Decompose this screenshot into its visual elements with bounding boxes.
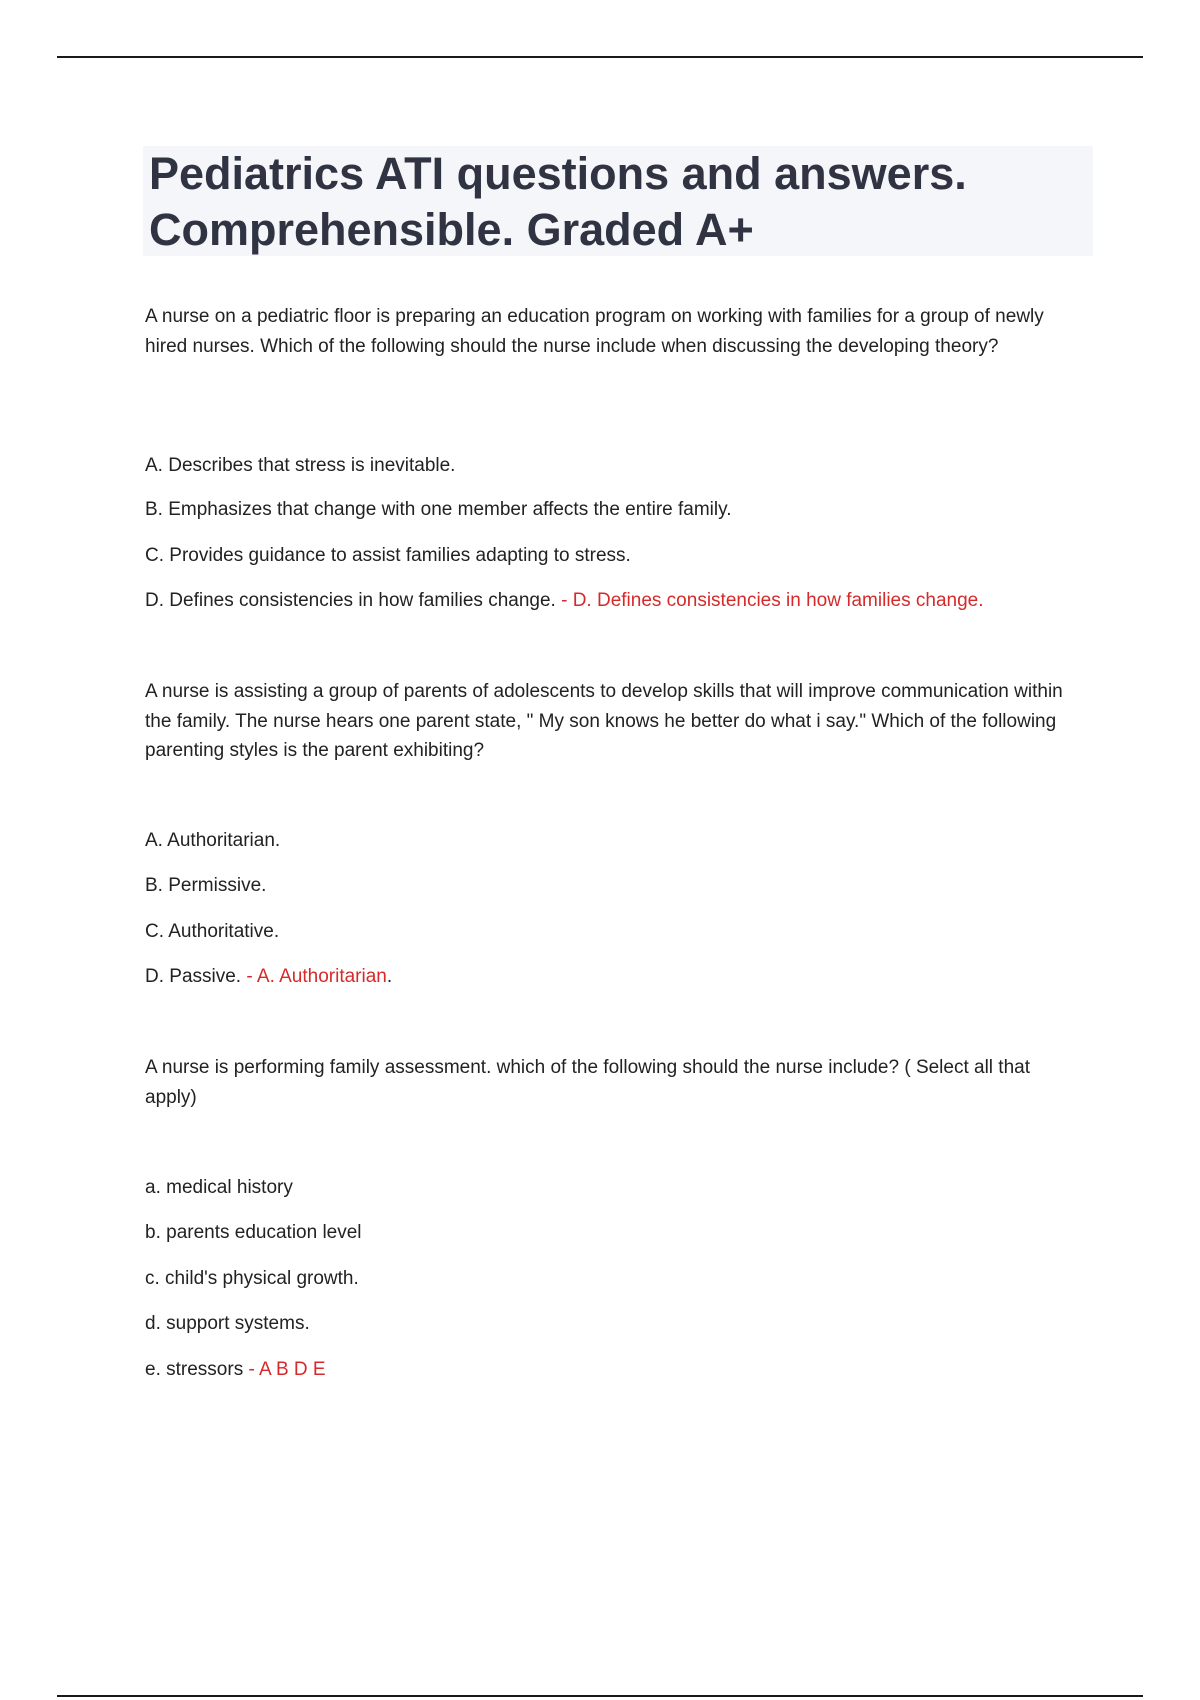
question-3-option-a: a. medical history xyxy=(145,1177,293,1198)
question-2-answer: - A. Authoritarian xyxy=(246,966,387,987)
question-2-option-d: D. Passive. xyxy=(145,966,242,987)
question-2-option-d-row xyxy=(145,963,392,991)
question-1-option-a: A. Describes that stress is inevitable. xyxy=(145,455,456,476)
title-line-2: Comprehensible. Graded A+ xyxy=(149,204,754,255)
top-rule xyxy=(57,56,1143,58)
title-line-1: Pediatrics ATI questions and answers. xyxy=(149,148,967,199)
question-3-option-e: e. stressors xyxy=(145,1359,244,1380)
question-2-answer-period: . xyxy=(386,966,393,987)
question-2-option-b: B. Permissive. xyxy=(145,875,267,896)
document-title xyxy=(143,146,1093,256)
question-1-answer: - D. Defines consistencies in how families change. xyxy=(561,590,984,611)
question-1-option-d: D. Defines consistencies in how families change. xyxy=(145,590,556,611)
question-2-text: A nurse is assisting a group of parents of adolescents to develop skills that will improve communication within the family. The nurse hears one parent state, " My son knows he better do what i say." Which of the following parenting styles is the parent exhibiting? xyxy=(145,681,1063,761)
question-3-option-c: c. child's physical growth. xyxy=(145,1268,359,1289)
question-3-option-b: b. parents education level xyxy=(145,1222,362,1243)
question-3-text: A nurse is performing family assessment. which of the following should the nurse include? ( Select all that apply) xyxy=(145,1057,1031,1108)
question-3-option-e-row xyxy=(145,1356,326,1384)
question-1-text: A nurse on a pediatric floor is preparing an education program on working with families for a group of newly hired nurses. Which of the following should the nurse include when discussing the developing theory? xyxy=(145,306,1044,357)
question-2-option-a: A. Authoritarian. xyxy=(145,830,281,851)
question-1-option-d-row xyxy=(145,587,984,615)
question-1-option-c: C. Provides guidance to assist families adapting to stress. xyxy=(145,545,631,566)
question-3-option-d: d. support systems. xyxy=(145,1313,310,1334)
question-2-option-c: C. Authoritative. xyxy=(145,921,280,942)
bottom-rule xyxy=(57,1695,1143,1697)
question-1-option-b: B. Emphasizes that change with one member affects the entire family. xyxy=(145,499,732,520)
question-3-answer: - A B D E xyxy=(248,1359,326,1380)
